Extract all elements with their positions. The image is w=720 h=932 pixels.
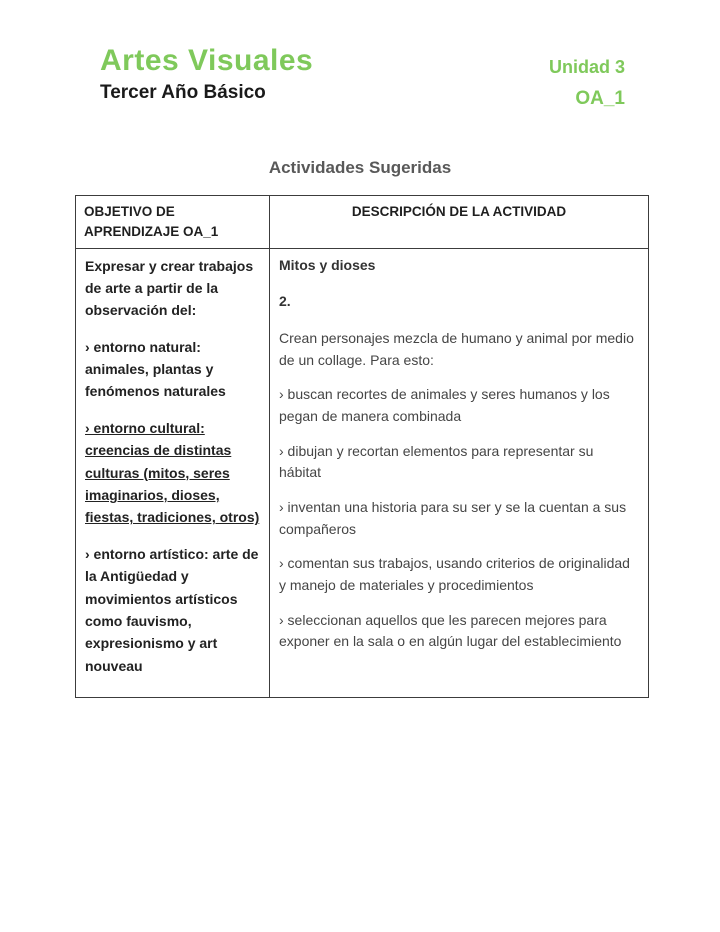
activity-step: › dibujan y recortan elementos para representar su hábitat — [279, 442, 594, 481]
section-title: Actividades Sugeridas — [268, 158, 452, 178]
description-column-header: DESCRIPCIÓN DE LA ACTIVIDAD — [270, 196, 649, 249]
activities-table-head — [76, 196, 649, 249]
activity-number: 2. — [279, 293, 291, 310]
oa-label: OA_1 — [575, 87, 625, 109]
objective-column-header: OBJETIVO DE APRENDIZAJE OA_1 — [76, 196, 270, 249]
objective-item-cultural: › entorno cultural: creencias de distintas culturas (mitos, seres imaginarios, dioses, fiestas, tradiciones, otros) — [85, 419, 260, 526]
header-left-block — [100, 44, 313, 104]
activities-table — [75, 195, 649, 698]
table-body-row — [76, 248, 649, 698]
activity-step: › comentan sus trabajos, usando criterios de originalidad y manejo de materiales y procedimientos — [279, 555, 630, 594]
activity-step: › seleccionan aquellos que les parecen mejores para exponer en la sala o en algún lugar del establecimiento — [279, 611, 622, 650]
objective-intro: Expresar y crear trabajos de arte a partir de la observación del: — [85, 257, 254, 319]
table-header-row — [76, 196, 649, 249]
description-cell — [270, 248, 649, 698]
activity-step: › inventan una historia para su ser y se la cuentan a sus compañeros — [279, 499, 627, 537]
course-title: Artes Visuales — [100, 44, 314, 77]
objective-item-artistico: › entorno artístico: arte de la Antigüedad y movimientos artísticos como fauvismo, expresionismo y art nouveau — [85, 545, 259, 674]
document-header — [0, 0, 720, 114]
grade-subtitle: Tercer Año Básico — [100, 82, 266, 103]
unit-label: Unidad 3 — [548, 57, 625, 77]
activity-intro: Crean personajes mezcla de humano y animal por medio de un collage. Para esto: — [279, 329, 634, 368]
activity-step: › buscan recortes de animales y seres humanos y los pegan de manera combinada — [279, 386, 610, 424]
objective-cell — [76, 248, 270, 698]
objective-item-natural: › entorno natural: animales, plantas y fenómenos naturales — [85, 338, 226, 400]
activity-title: Mitos y dioses — [279, 256, 376, 273]
header-right-block — [549, 44, 625, 114]
activities-table-body — [76, 248, 649, 698]
